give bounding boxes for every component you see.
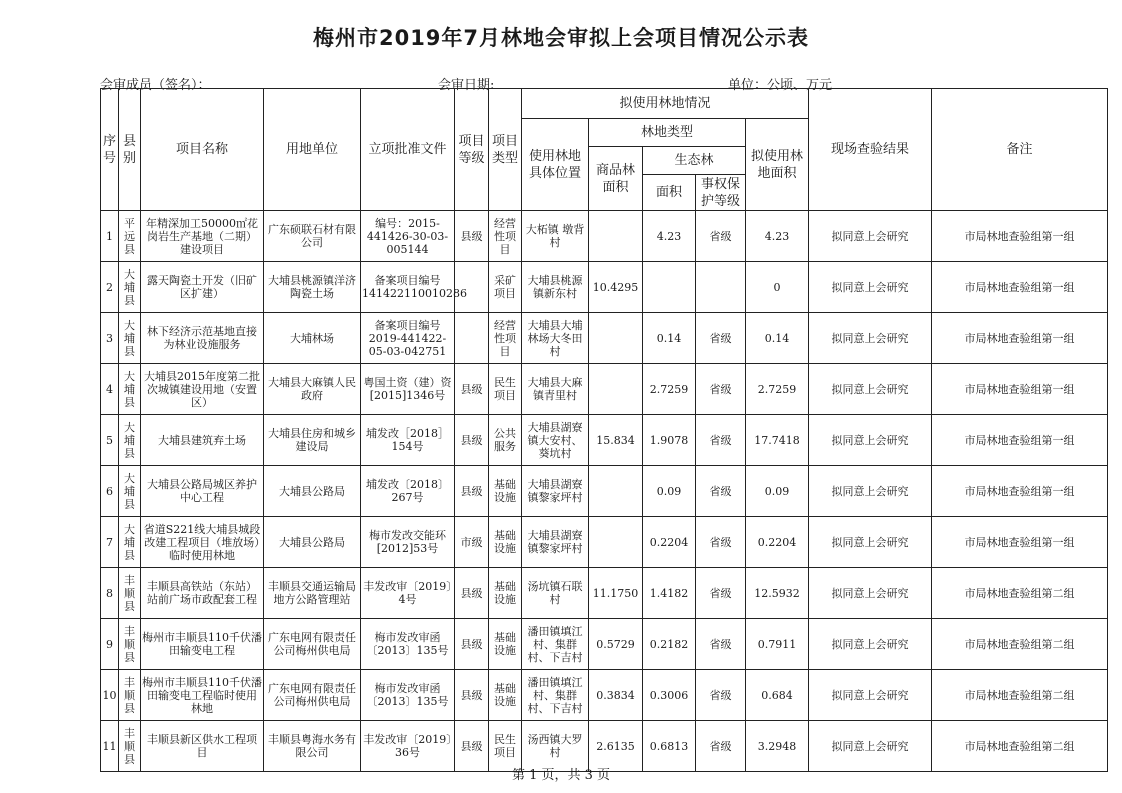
- cell-result: 拟同意上会研究: [809, 262, 932, 313]
- cell-county: 大埔县: [119, 415, 141, 466]
- cell-seq: 7: [101, 517, 119, 568]
- cell-remark: 市局林地查验组第一组: [932, 415, 1108, 466]
- header-name: 项目名称: [141, 89, 264, 211]
- cell-county: 大埔县: [119, 517, 141, 568]
- cell-county: 大埔县: [119, 364, 141, 415]
- cell-seq: 4: [101, 364, 119, 415]
- cell-seq: 5: [101, 415, 119, 466]
- cell-result: 拟同意上会研究: [809, 568, 932, 619]
- cell-type: 经营性项目: [489, 313, 522, 364]
- cell-level: 县级: [455, 364, 489, 415]
- header-eco-area: 面积: [643, 175, 696, 211]
- cell-commercial: 11.1750: [589, 568, 643, 619]
- cell-level: 县级: [455, 619, 489, 670]
- cell-location: 大埔县湖寮镇黎家坪村: [522, 466, 589, 517]
- cell-result: 拟同意上会研究: [809, 313, 932, 364]
- cell-approval: 埔发改〔2018〕267号: [361, 466, 455, 517]
- cell-unit: 大埔县住房和城乡建设局: [264, 415, 361, 466]
- header-proposed: 拟使用林地面积: [746, 119, 809, 211]
- cell-result: 拟同意上会研究: [809, 517, 932, 568]
- table-row: [101, 466, 1108, 517]
- cell-unit: 广东电网有限责任公司梅州供电局: [264, 619, 361, 670]
- cell-commercial: 2.6135: [589, 721, 643, 772]
- cell-remark: 市局林地查验组第二组: [932, 568, 1108, 619]
- cell-unit: 丰顺县粤海水务有限公司: [264, 721, 361, 772]
- table-row: [101, 211, 1108, 262]
- cell-name: 露天陶瓷土开发（旧矿区扩建）: [141, 262, 264, 313]
- header-location: 使用林地具体位置: [522, 119, 589, 211]
- cell-name: 林下经济示范基地直接为林业设施服务: [141, 313, 264, 364]
- cell-result: 拟同意上会研究: [809, 619, 932, 670]
- cell-remark: 市局林地查验组第二组: [932, 619, 1108, 670]
- cell-remark: 市局林地查验组第二组: [932, 721, 1108, 772]
- cell-location: 潘田镇填江村、集群村、下吉村: [522, 670, 589, 721]
- cell-proposed: 0.09: [746, 466, 809, 517]
- header-county: 县别: [119, 89, 141, 211]
- header-approval: 立项批准文件: [361, 89, 455, 211]
- cell-location: 汤坑镇石联村: [522, 568, 589, 619]
- cell-name: 省道S221线大埔县城段改建工程项目（堆放场）临时使用林地: [141, 517, 264, 568]
- cell-seq: 1: [101, 211, 119, 262]
- page-footer: 第 1 页，共 3 页: [511, 768, 611, 783]
- table-row: [101, 262, 1108, 313]
- cell-approval: 丰发改审〔2019〕4号: [361, 568, 455, 619]
- cell-type: 基础设施: [489, 619, 522, 670]
- cell-result: 拟同意上会研究: [809, 364, 932, 415]
- table-row: [101, 619, 1108, 670]
- cell-location: 大埔县湖寮镇大安村、葵坑村: [522, 415, 589, 466]
- cell-commercial: [589, 466, 643, 517]
- cell-proposed: 0.7911: [746, 619, 809, 670]
- cell-result: 拟同意上会研究: [809, 211, 932, 262]
- cell-name: 梅州市丰顺县110千伏潘田输变电工程: [141, 619, 264, 670]
- cell-location: 大埔县大麻镇青里村: [522, 364, 589, 415]
- cell-eco-level: 省级: [696, 670, 746, 721]
- cell-remark: 市局林地查验组第一组: [932, 211, 1108, 262]
- cell-seq: 11: [101, 721, 119, 772]
- cell-unit: 大埔县桃源镇洋济陶瓷土场: [264, 262, 361, 313]
- cell-county: 丰顺县: [119, 568, 141, 619]
- cell-county: 大埔县: [119, 466, 141, 517]
- cell-county: 丰顺县: [119, 721, 141, 772]
- cell-commercial: 0.3834: [589, 670, 643, 721]
- cell-location: 汤西镇大罗村: [522, 721, 589, 772]
- cell-result: 拟同意上会研究: [809, 415, 932, 466]
- cell-approval: 粤国土资（建）资[2015]1346号: [361, 364, 455, 415]
- cell-result: 拟同意上会研究: [809, 670, 932, 721]
- cell-type: 基础设施: [489, 466, 522, 517]
- cell-unit: 广东硕联石材有限公司: [264, 211, 361, 262]
- cell-eco-area: 0.6813: [643, 721, 696, 772]
- project-table: [100, 88, 1108, 772]
- cell-location: 大埔县湖寮镇黎家坪村: [522, 517, 589, 568]
- cell-eco-level: 省级: [696, 364, 746, 415]
- cell-type: 公共服务: [489, 415, 522, 466]
- cell-seq: 10: [101, 670, 119, 721]
- cell-remark: 市局林地查验组第一组: [932, 466, 1108, 517]
- cell-unit: 大埔县大麻镇人民政府: [264, 364, 361, 415]
- cell-proposed: 2.7259: [746, 364, 809, 415]
- cell-proposed: 0.14: [746, 313, 809, 364]
- cell-location: 大柘镇 墩背村: [522, 211, 589, 262]
- cell-eco-area: 0.2182: [643, 619, 696, 670]
- cell-name: 梅州市丰顺县110千伏潘田输变电工程临时使用林地: [141, 670, 264, 721]
- cell-level: 县级: [455, 721, 489, 772]
- header-level: 项目等级: [455, 89, 489, 211]
- cell-remark: 市局林地查验组第一组: [932, 313, 1108, 364]
- review-date-label: 会审日期:: [438, 78, 495, 93]
- header-result: 现场查验结果: [809, 89, 932, 211]
- cell-eco-area: 0.2204: [643, 517, 696, 568]
- cell-remark: 市局林地查验组第一组: [932, 364, 1108, 415]
- header-remark: 备注: [932, 89, 1108, 211]
- cell-eco-area: 0.3006: [643, 670, 696, 721]
- cell-eco-area: 0.09: [643, 466, 696, 517]
- cell-unit: 大埔县公路局: [264, 517, 361, 568]
- cell-approval: 备案项目编号141422110010286: [361, 262, 455, 313]
- cell-approval: 梅市发改交能环[2012]53号: [361, 517, 455, 568]
- cell-name: 丰顺县新区供水工程项目: [141, 721, 264, 772]
- cell-type: 基础设施: [489, 517, 522, 568]
- cell-commercial: 0.5729: [589, 619, 643, 670]
- cell-level: 县级: [455, 211, 489, 262]
- cell-proposed: 0.2204: [746, 517, 809, 568]
- table-row: [101, 568, 1108, 619]
- cell-type: 采矿项目: [489, 262, 522, 313]
- cell-result: 拟同意上会研究: [809, 721, 932, 772]
- cell-eco-level: [696, 262, 746, 313]
- cell-location: 潘田镇填江村、集群村、下吉村: [522, 619, 589, 670]
- cell-unit: 广东电网有限责任公司梅州供电局: [264, 670, 361, 721]
- cell-proposed: 4.23: [746, 211, 809, 262]
- cell-type: 基础设施: [489, 568, 522, 619]
- cell-level: 市级: [455, 517, 489, 568]
- cell-eco-level: 省级: [696, 517, 746, 568]
- cell-approval: 梅市发改审函〔2013〕135号: [361, 619, 455, 670]
- cell-commercial: [589, 313, 643, 364]
- cell-level: 县级: [455, 568, 489, 619]
- cell-eco-area: 1.9078: [643, 415, 696, 466]
- cell-approval: 丰发改审〔2019〕36号: [361, 721, 455, 772]
- cell-name: 丰顺县高铁站（东站）站前广场市政配套工程: [141, 568, 264, 619]
- cell-eco-level: 省级: [696, 721, 746, 772]
- header-seq: 序号: [101, 89, 119, 211]
- cell-commercial: 15.834: [589, 415, 643, 466]
- cell-level: 县级: [455, 466, 489, 517]
- cell-seq: 2: [101, 262, 119, 313]
- table-row: [101, 670, 1108, 721]
- cell-commercial: 10.4295: [589, 262, 643, 313]
- cell-county: 大埔县: [119, 262, 141, 313]
- header-forest-type: 林地类型: [589, 119, 746, 147]
- cell-seq: 8: [101, 568, 119, 619]
- cell-location: 大埔县大埔林场大冬田村: [522, 313, 589, 364]
- cell-approval: 编号：2015-441426-30-03-005144: [361, 211, 455, 262]
- cell-eco-area: [643, 262, 696, 313]
- table-row: [101, 313, 1108, 364]
- unit-label: 单位：公顷、万元: [728, 78, 833, 93]
- cell-level: [455, 313, 489, 364]
- cell-commercial: [589, 517, 643, 568]
- cell-county: 平远县: [119, 211, 141, 262]
- cell-name: 大埔县2015年度第二批次城镇建设用地（安置区）: [141, 364, 264, 415]
- cell-result: 拟同意上会研究: [809, 466, 932, 517]
- cell-eco-area: 2.7259: [643, 364, 696, 415]
- cell-type: 基础设施: [489, 670, 522, 721]
- cell-location: 大埔县桃源镇新东村: [522, 262, 589, 313]
- header-eco-level: 事权保护等级: [696, 175, 746, 211]
- cell-eco-area: 1.4182: [643, 568, 696, 619]
- cell-eco-level: 省级: [696, 568, 746, 619]
- cell-county: 丰顺县: [119, 619, 141, 670]
- table-row: [101, 364, 1108, 415]
- cell-unit: 大埔县公路局: [264, 466, 361, 517]
- cell-commercial: [589, 364, 643, 415]
- header-unit: 用地单位: [264, 89, 361, 211]
- cell-county: 大埔县: [119, 313, 141, 364]
- cell-proposed: 0.684: [746, 670, 809, 721]
- header-type: 项目类型: [489, 89, 522, 211]
- cell-eco-level: 省级: [696, 313, 746, 364]
- table-row: [101, 517, 1108, 568]
- cell-name: 年精深加工50000㎡花岗岩生产基地（二期）建设项目: [141, 211, 264, 262]
- cell-approval: 梅市发改审函〔2013〕135号: [361, 670, 455, 721]
- cell-seq: 3: [101, 313, 119, 364]
- cell-eco-area: 0.14: [643, 313, 696, 364]
- cell-unit: 丰顺县交通运输局地方公路管理站: [264, 568, 361, 619]
- cell-proposed: 17.7418: [746, 415, 809, 466]
- cell-county: 丰顺县: [119, 670, 141, 721]
- cell-level: 县级: [455, 415, 489, 466]
- cell-proposed: 0: [746, 262, 809, 313]
- header-ecological: 生态林: [643, 147, 746, 175]
- cell-type: 民生项目: [489, 721, 522, 772]
- cell-eco-level: 省级: [696, 415, 746, 466]
- cell-seq: 9: [101, 619, 119, 670]
- cell-name: 大埔县建筑弃土场: [141, 415, 264, 466]
- cell-eco-level: 省级: [696, 619, 746, 670]
- cell-seq: 6: [101, 466, 119, 517]
- cell-commercial: [589, 211, 643, 262]
- cell-unit: 大埔林场: [264, 313, 361, 364]
- cell-proposed: 3.2948: [746, 721, 809, 772]
- cell-eco-level: 省级: [696, 466, 746, 517]
- cell-eco-area: 4.23: [643, 211, 696, 262]
- review-members-label: 会审成员（签名）：: [100, 78, 211, 93]
- cell-eco-level: 省级: [696, 211, 746, 262]
- header-commercial: 商品林面积: [589, 147, 643, 211]
- cell-remark: 市局林地查验组第二组: [932, 670, 1108, 721]
- cell-approval: 备案项目编号2019-441422-05-03-042751: [361, 313, 455, 364]
- cell-remark: 市局林地查验组第一组: [932, 517, 1108, 568]
- cell-type: 民生项目: [489, 364, 522, 415]
- cell-proposed: 12.5932: [746, 568, 809, 619]
- cell-type: 经营性项目: [489, 211, 522, 262]
- cell-name: 大埔县公路局城区养护中心工程: [141, 466, 264, 517]
- table-row: [101, 415, 1108, 466]
- cell-remark: 市局林地查验组第一组: [932, 262, 1108, 313]
- cell-approval: 埔发改［2018］154号: [361, 415, 455, 466]
- page-title: 梅州市2019年7月林地会审拟上会项目情况公示表: [312, 26, 810, 50]
- header-forest-use: 拟使用林地情况: [522, 89, 809, 119]
- cell-level: 县级: [455, 670, 489, 721]
